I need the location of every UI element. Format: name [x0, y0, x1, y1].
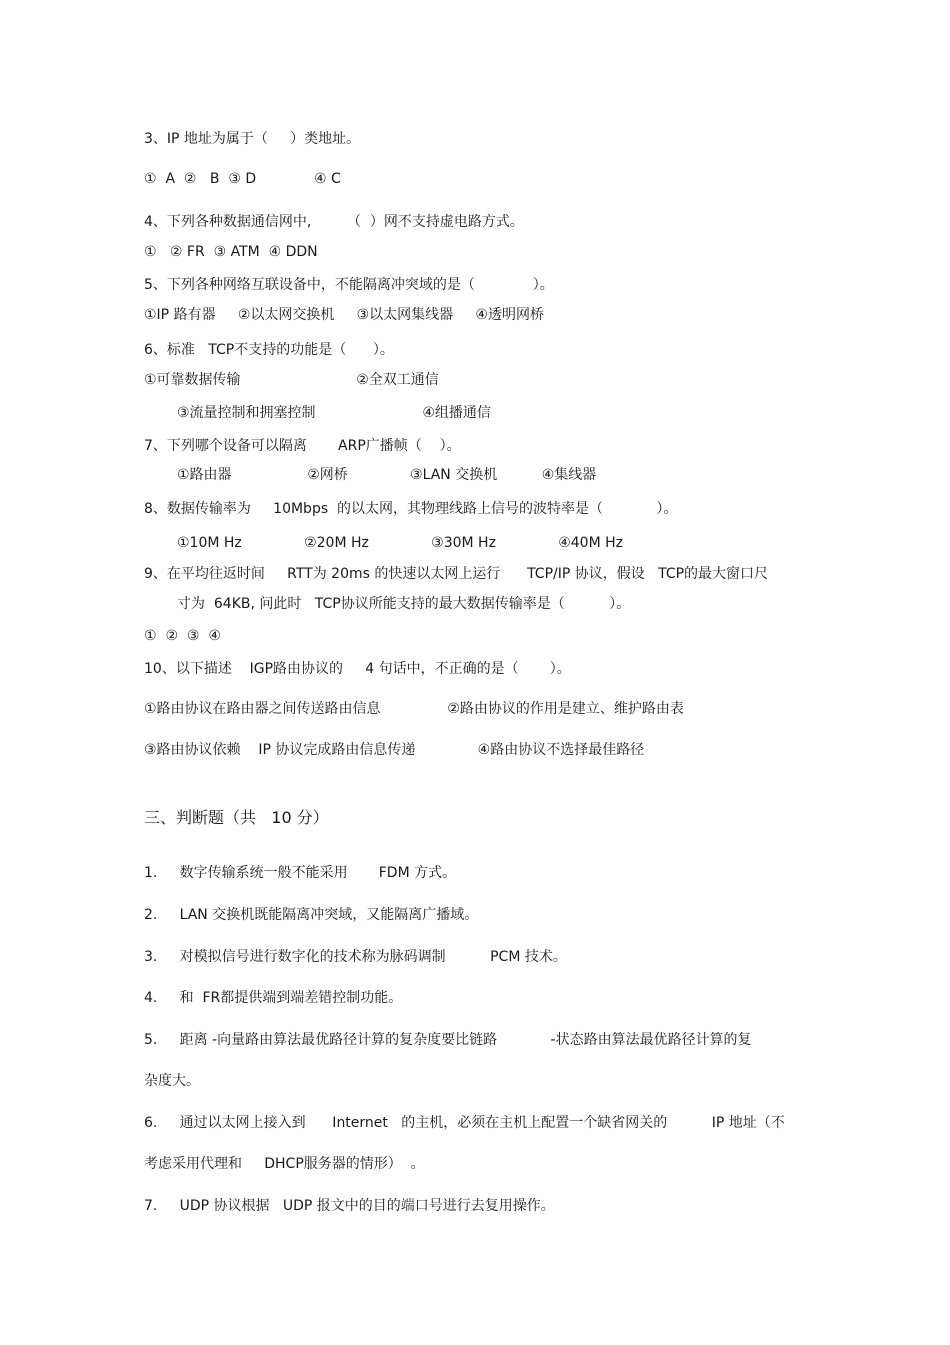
judgement-1: 1. 数字传输系统一般不能采用 FDM 方式。: [144, 865, 457, 881]
question-4-options: ① ② FR ③ ATM ④ DDN: [144, 244, 318, 260]
question-10-options-b: ③路由协议依赖 IP 协议完成路由信息传递 ④路由协议不选择最佳路径: [144, 742, 645, 758]
question-6-options-a: ①可靠数据传输 ②全双工通信: [144, 372, 439, 388]
judgement-4: 4. 和 FR都提供端到端差错控制功能。: [144, 990, 403, 1006]
question-5-options: ①IP 路有器 ②以太网交换机 ③以太网集线器 ④透明网桥: [144, 307, 544, 323]
judgement-6-line-2: 考虑采用代理和 DHCP服务器的情形） 。: [144, 1156, 425, 1172]
question-10: 10、以下描述 IGP路由协议的 4 句话中，不正确的是（ ）。: [144, 661, 571, 677]
judgement-7: 7. UDP 协议根据 UDP 报文中的目的端口号进行去复用操作。: [144, 1198, 555, 1214]
question-10-options-a: ①路由协议在路由器之间传送路由信息 ②路由协议的作用是建立、维护路由表: [144, 701, 684, 717]
question-4: 4、下列各种数据通信网中, （ ）网不支持虚电路方式。: [144, 214, 524, 230]
judgement-2: 2. LAN 交换机既能隔离冲突域，又能隔离广播域。: [144, 907, 479, 923]
question-7-options: ①路由器 ②网桥 ③LAN 交换机 ④集线器: [177, 467, 597, 483]
section-3-title: 三、判断题（共 10 分）: [144, 808, 329, 827]
question-6-options-b: ③流量控制和拥塞控制 ④组播通信: [177, 405, 491, 421]
question-5: 5、下列各种网络互联设备中，不能隔离冲突域的是（ ）。: [144, 277, 554, 293]
judgement-5-line-1: 5. 距离 -向量路由算法最优路径计算的复杂度要比链路 -状态路由算法最优路径计算的复: [144, 1032, 752, 1048]
question-8-options: ①10M Hz ②20M Hz ③30M Hz ④40M Hz: [177, 535, 623, 551]
question-7: 7、下列哪个设备可以隔离 ARP广播帧（ ）。: [144, 438, 461, 454]
judgement-6-line-1: 6. 通过以太网上接入到 Internet 的主机，必须在主机上配置一个缺省网关的 IP 地址（不: [144, 1115, 785, 1131]
question-3-options: ① A ② B ③ D ④ C: [144, 171, 341, 187]
question-6: 6、标准 TCP不支持的功能是（ ）。: [144, 342, 394, 358]
question-9-line-1: 9、在平均往返时间 RTT为 20ms 的快速以太网上运行 TCP/IP 协议，假设 TCP的最大窗口尺: [144, 566, 769, 582]
question-9-line-2: 寸为 64KB, 问此时 TCP协议所能支持的最大数据传输率是（ ）。: [177, 596, 631, 612]
question-3: 3、IP 地址为属于（ ）类地址。: [144, 131, 361, 147]
question-8: 8、数据传输率为 10Mbps 的以太网，其物理线路上信号的波特率是（ ）。: [144, 501, 678, 517]
judgement-3: 3. 对模拟信号进行数字化的技术称为脉码调制 PCM 技术。: [144, 949, 567, 965]
judgement-5-line-2: 杂度大。: [144, 1073, 200, 1089]
question-9-options: ① ② ③ ④: [144, 628, 221, 644]
